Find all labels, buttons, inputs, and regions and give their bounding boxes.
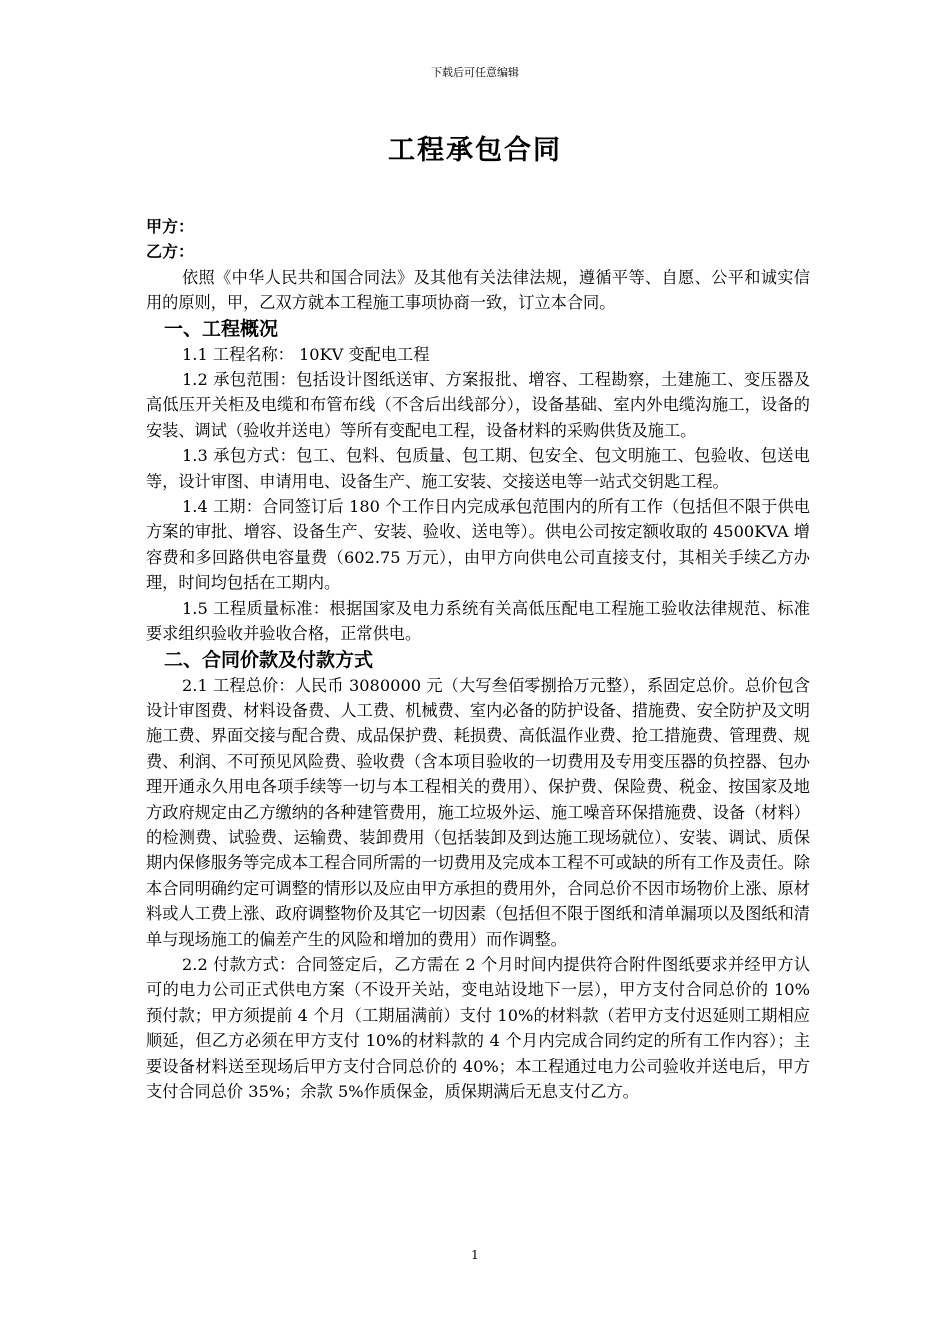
document-title: 工程承包合同 [388, 135, 562, 166]
clause-1-4: 1.4 工期：合同签订后 180 个工作日内完成承包范围内的所有工作（包括但不限于供电方案的审批、增容、设备生产、安装、验收、送电等）。供电公司按定额收取的 4500KVA 增容费和多回路供电容量费（602.75 万元），由甲方向供电公司直接支付，其相关手续乙方办理，时间均包括在工期内。 [146, 497, 810, 593]
header-note: 下载后可任意编辑 [431, 66, 519, 79]
clause-1-5: 1.5 工程质量标准：根据国家及电力系统有关高低压配电工程施工验收法律规范、标准要求组织验收并验收合格，正常供电。 [146, 598, 810, 644]
section-1-heading: 一、工程概况 [164, 317, 279, 340]
section-2-heading: 二、合同价款及付款方式 [164, 648, 374, 671]
clause-2-2: 2.2 付款方式：合同签定后，乙方需在 2 个月时间内提供符合附件图纸要求并经甲方认可的电力公司正式供电方案（不设开关站，变电站设地下一层），甲方支付合同总价的 10%预付款；甲方须提前 4 个月（工期届满前）支付 10%的材料款（若甲方支付迟延则工期相应顺延，但乙方必须在甲方支付 10%的材料款的 4 个月内完成合同约定的所有工作内容）；主要设备材料送至现场后甲方支付合同总价的 40%；本工程通过电力公司验收并送电后，甲方支付合同总价 35%；余款 5%作质保金，质保期满后无息支付乙方。 [146, 954, 810, 1101]
clause-1-3: 1.3 承包方式：包工、包料、包质量、包工期、包安全、包文明施工、包验收、包送电等，设计审图、申请用电、设备生产、施工安装、交接送电等一站式交钥匙工程。 [146, 446, 810, 491]
intro-paragraph: 依照《中华人民共和国合同法》及其他有关法律法规，遵循平等、自愿、公平和诚实信用的原则，甲，乙双方就本工程施工事项协商一致，订立本合同。 [146, 267, 810, 313]
clause-1-1: 1.1 工程名称： 10KV 变配电工程 [182, 344, 430, 364]
clause-2-1: 2.1 工程总价：人民币 3080000 元（大写叁佰零捌拾万元整），系固定总价。总价包含设计审图费、材料设备费、人工费、机械费、室内必备的防护设备、措施费、安全防护及文明施工费、界面交接与配合费、成品保护费、耗损费、高低温作业费、抢工措施费、管理费、规费、利润、不可预见风险费、验收费（含本项目验收的一切费用及专用变压器的负控器、包办理开通永久用电各项手续等一切与本工程相关的费用）、保护费、保险费、税金、按国家及地方政府规定由乙方缴纳的各种建管费用，施工垃圾外运、施工噪音环保措施费、设备（材料）的检测费、试验费、运输费、装卸费用（包括装卸及到达施工现场就位）、安装、调试、质保期内保修服务等完成本工程合同所需的一切费用及完成本工程不可或缺的所有工作及责任。除本合同明确约定可调整的情形以及应由甲方承担的费用外，合同总价不因市场物价上涨、原材料或人工费上涨、政府调整物价及其它一切因素（包括但不限于图纸和清单漏项以及图纸和清单与现场施工的偏差产生的风险和增加的费用）而作调整。 [146, 675, 810, 949]
page-number: 1 [471, 1248, 479, 1262]
clause-1-2: 1.2 承包范围：包括设计图纸送审、方案报批、增容、工程勘察，土建施工、变压器及高低压开关柜及电缆和布管布线（不含后出线部分），设备基础、室内外电缆沟施工，设备的安装、调试（验收并送电）等所有变配电工程，设备材料的采购供货及施工。 [146, 370, 810, 440]
party-a-label: 甲方： [146, 217, 195, 236]
document-body [146, 214, 810, 1104]
party-b-label: 乙方： [146, 242, 195, 262]
